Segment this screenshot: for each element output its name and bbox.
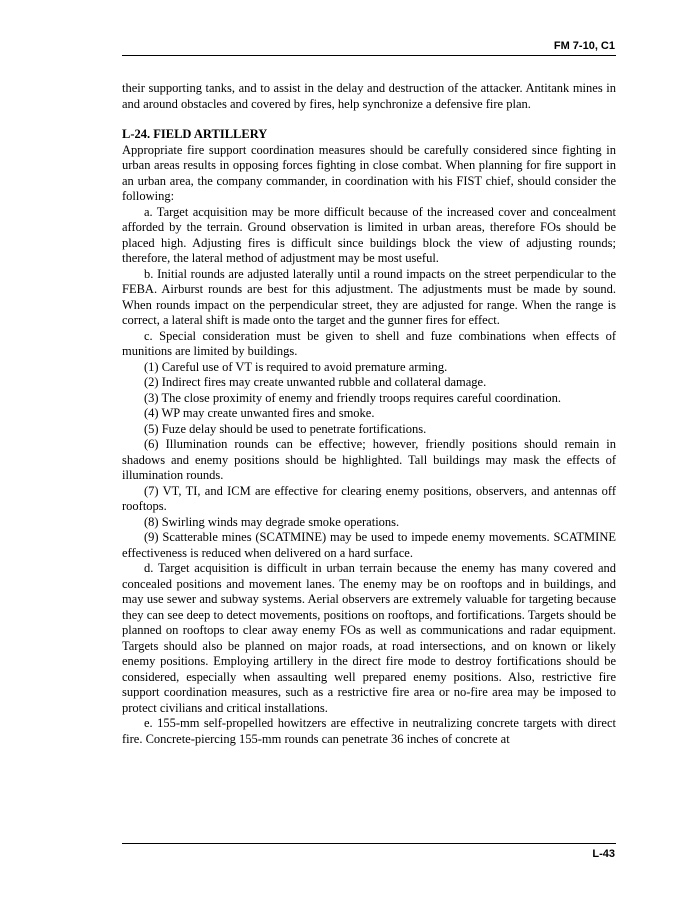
header-divider (122, 55, 616, 56)
page-content (122, 81, 616, 747)
section-lead-paragraph: Appropriate fire support coordination measures should be carefully considered since fighting in urban areas results in opposing forces fighting in close combat. When planning for fire support in an urban area, the company commander, in coordination with his FIST chief, should consider the following: (122, 142, 616, 203)
list-item-7: (7) VT, TI, and ICM are effective for clearing enemy positions, observers, and antennas off rooftops. (122, 483, 616, 513)
list-item-1: (1) Careful use of VT is required to avoid premature arming. (144, 359, 448, 374)
list-item-6: (6) Illumination rounds can be effective; however, friendly positions should remain in shadows and enemy positions should be highlighted. Tall buildings may mask the effects of illumination rounds. (122, 437, 616, 482)
list-item-2: (2) Indirect fires may create unwanted rubble and collateral damage. (144, 375, 487, 389)
list-item-5: (5) Fuze delay should be used to penetrate fortifications. (144, 421, 427, 436)
list-item-8: (8) Swirling winds may degrade smoke operations. (144, 514, 400, 529)
section-heading: L-24. FIELD ARTILLERY (122, 127, 268, 141)
paragraph-a: a. Target acquisition may be more difficult because of the increased cover and concealment afforded by the terrain. Ground observation is limited in urban areas, therefore FOs should be placed high. Adjusting fires is difficult since buildings block the view of adjusting rounds; therefore, the lateral method of adjustment may be most useful. (122, 204, 616, 265)
page-number: L-43 (592, 848, 615, 860)
header-title: FM 7-10, C1 (553, 40, 615, 52)
intro-paragraph: their supporting tanks, and to assist in the delay and destruction of the attacker. Antitank mines in and around obstacles and covered by fires, help synchronize a defensive fire plan. (122, 81, 616, 111)
paragraph-e: e. 155-mm self-propelled howitzers are effective in neutralizing concrete targets with direct fire. Concrete-piercing 155-mm rounds can penetrate 36 inches of concrete at (122, 716, 616, 746)
footer-divider (122, 843, 616, 844)
paragraph-b: b. Initial rounds are adjusted laterally until a round impacts on the street perpendicular to the FEBA. Airburst rounds are best for this adjustment. The adjustments must be made by sound. When rounds impact on the perpendicular street, they are adjusted for range. When the range is correct, a lateral shift is made onto the target and the gunner fires for effect. (122, 266, 616, 327)
list-item-4: (4) WP may create unwanted fires and smoke. (144, 406, 375, 420)
paragraph-d: d. Target acquisition is difficult in urban terrain because the enemy has many covered and concealed positions and movement lanes. The enemy may be on rooftops and in buildings, and may use sewer and subway systems. Aerial observers are extremely valuable for targeting because they can see deep to detect movements, positions on rooftops, and fortifications. Targets should be planned on rooftops to clear away enemy FOs as well as communications and radar equipment. Targets should also be planned on major roads, at road intersections, and on known or likely enemy positions. Employing artillery in the direct fire mode to destroy fortifications should be considered, especially when assaulting well prepared enemy positions. Also, restrictive fire support coordination measures, such as a restrictive fire area or no-fire area may be imposed to protect civilians and critical installations. (122, 561, 616, 715)
paragraph-c: c. Special consideration must be given to shell and fuze combinations when effects of munitions are limited by buildings. (122, 328, 616, 358)
list-item-3: (3) The close proximity of enemy and friendly troops requires careful coordination. (144, 390, 561, 405)
list-item-9: (9) Scatterable mines (SCATMINE) may be used to impede enemy movements. SCATMINE effectiveness is reduced when delivered on a hard surface. (122, 530, 616, 560)
